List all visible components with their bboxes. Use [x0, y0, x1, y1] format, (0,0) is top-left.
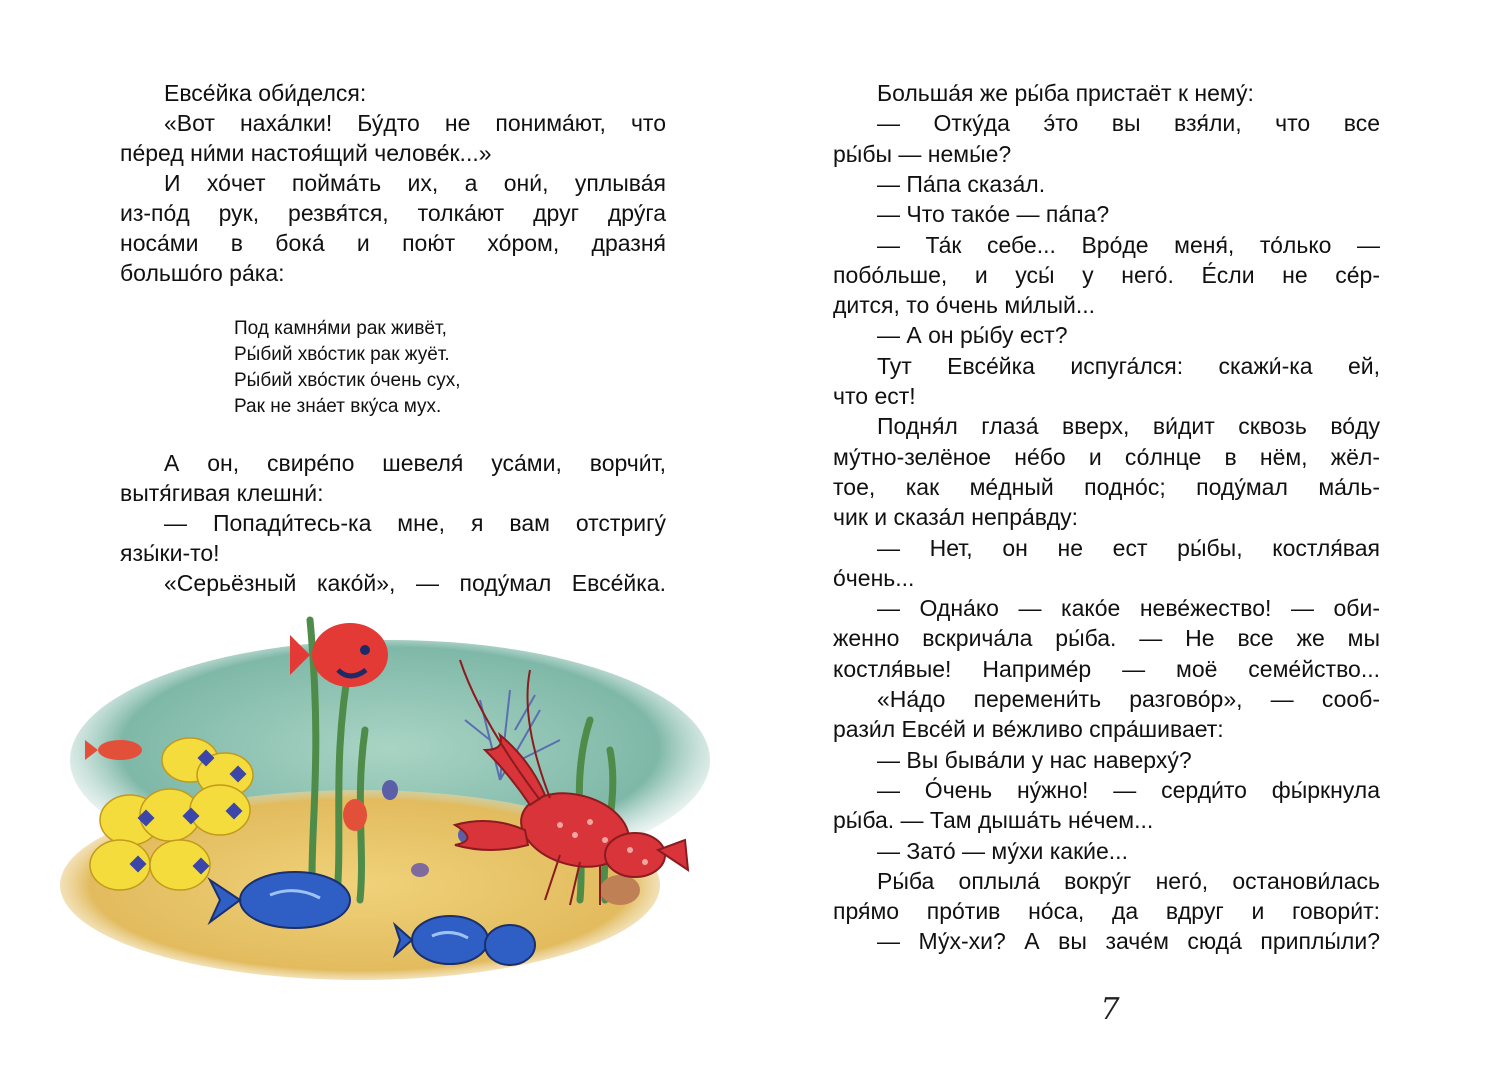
underwater-illustration: [60, 600, 710, 1000]
text-line: пе́ред ни́ми настоя́щий челове́к...»: [120, 140, 492, 166]
text-line: пря́мо про́тив но́са, да вдруг и говори́т:: [833, 898, 1380, 925]
text-line: — Отку́да э́то вы взя́ли, что все: [877, 110, 1380, 137]
text-line: — Нет, он не ест ры́бы, костля́вая: [877, 534, 1380, 561]
text-line: дится, то о́чень ми́лый...: [833, 292, 1096, 319]
text-line: И хо́чет пойма́ть их, а они́, уплыва́я: [164, 170, 666, 196]
text-line: «Серьёзный како́й», — поду́мал Евсе́йка.: [164, 570, 666, 596]
text-line: женно вскрича́ла ры́ба. — Не все же мы: [833, 625, 1380, 652]
text-line: — А он ры́бу ест?: [877, 322, 1068, 349]
text-line: большо́го ра́ка:: [120, 260, 285, 286]
text-line: носа́ми в бока́ и пою́т хо́ром, дразня́: [120, 230, 666, 256]
poem-line: Под камня́ми рак живёт,: [234, 318, 447, 339]
text-line: — Одна́ко — како́е неве́жество! — оби-: [877, 595, 1380, 622]
text-line: — Му́х-хи? А вы заче́м сюда́ приплы́ли?: [877, 928, 1380, 955]
text-line: Больша́я же ры́ба пристаёт к нему́:: [877, 80, 1254, 106]
text-line: — Па́па сказа́л.: [877, 170, 1046, 197]
poem-line: Ры́бий хво́стик рак жуёт.: [234, 344, 450, 365]
text-line: ры́ба. — Там дыша́ть не́чем...: [833, 807, 1154, 834]
text-line: — Зато́ — му́хи каки́е...: [877, 837, 1128, 864]
right-page: [750, 0, 1500, 1080]
text-line: что ест!: [833, 383, 916, 409]
text-line: — Вы быва́ли у нас наверху́?: [877, 746, 1192, 773]
text-line: костля́вые! Наприме́р — моё семе́йство...: [833, 655, 1380, 682]
text-line: — Попади́тесь-ка мне, я вам отстригу́: [164, 510, 666, 536]
text-line: о́чень...: [833, 564, 915, 591]
text-line: — Та́к себе... Вро́де меня́, то́лько —: [877, 231, 1380, 258]
text-line: рази́л Евсе́й и ве́жливо спра́шивает:: [833, 716, 1224, 743]
text-line: чик и сказа́л непра́вду:: [833, 504, 1079, 531]
text-line: «Вот наха́лки! Бу́дто не понима́ют, что: [164, 110, 666, 136]
text-line: — О́чень ну́жно! — серди́то фы́ркнула: [877, 776, 1380, 803]
text-line: Евсе́йка оби́делся:: [164, 80, 367, 106]
text-line: А он, свире́по шевеля́ уса́ми, ворчи́т,: [164, 450, 666, 476]
text-line: вытя́гивая клешни́:: [120, 480, 324, 506]
text-line: из-по́д рук, резвя́тся, толка́ют друг дру́га: [120, 200, 666, 226]
text-line: му́тно-зелёное не́бо и со́лнце в нём, жёл-: [833, 443, 1380, 470]
text-line: — Что тако́е — па́па?: [877, 201, 1110, 228]
text-line: Ры́ба оплыла́ вокру́г него́, останови́лась: [877, 867, 1380, 894]
poem-line: Рак не зна́ет вку́са мух.: [234, 396, 442, 417]
text-line: Подня́л глаза́ вверх, ви́дит сквозь во́ду: [877, 413, 1380, 440]
text-line: побо́льше, и усы́ у него́. Е́сли не се́р-: [833, 261, 1380, 288]
page-number: 7: [1100, 992, 1120, 1027]
text-line: «На́до перемени́ть разгово́р», — сооб-: [877, 686, 1380, 712]
text-line: тое, как ме́дный подно́с; поду́мал ма́ль-: [833, 473, 1380, 500]
text-line: ры́бы — немы́е?: [833, 140, 1012, 167]
text-line: язы́ки-то!: [120, 540, 220, 566]
text-line: Тут Евсе́йка испуга́лся: скажи́-ка ей,: [877, 352, 1380, 379]
poem-line: Ры́бий хво́стик о́чень сух,: [234, 370, 461, 391]
